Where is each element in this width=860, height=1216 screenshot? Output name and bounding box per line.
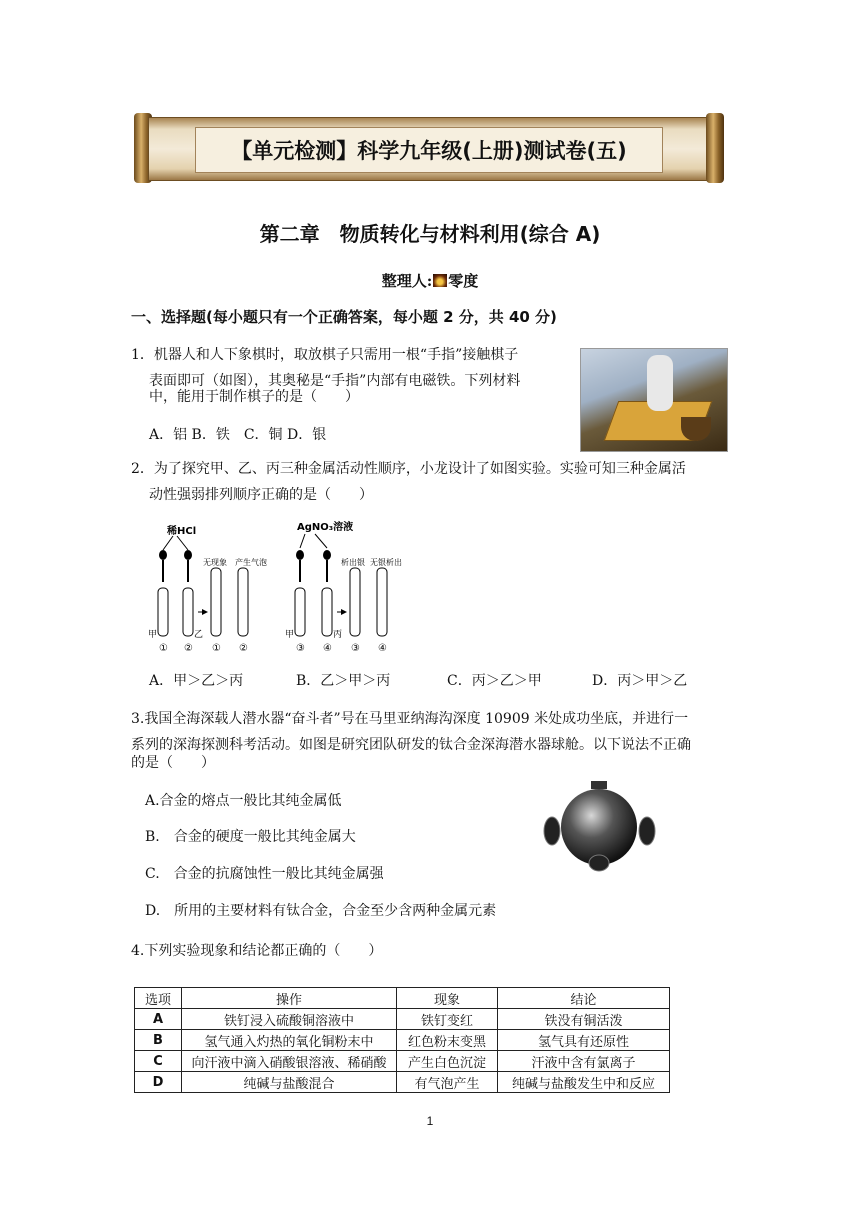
compiler-prefix: 整理人: bbox=[381, 272, 433, 290]
metal-jia-label: 甲 bbox=[285, 630, 295, 640]
metal-yi-label: 乙 bbox=[194, 630, 204, 640]
table-row bbox=[135, 1072, 670, 1093]
question-1-line-3: 中，能用于制作棋子的是（ ） bbox=[149, 389, 359, 405]
question-2-option-d: D．丙＞甲＞乙 bbox=[592, 673, 688, 689]
question-3-option-d: D. 所用的主要材料有钛合金，合金至少含两种金属元素 bbox=[145, 903, 497, 919]
tube-number: ① bbox=[212, 643, 221, 654]
label-no-reaction: 无现象 bbox=[203, 558, 227, 567]
table-cell: 氢气通入灼热的氧化铜粉末中 bbox=[182, 1030, 397, 1051]
title-banner bbox=[134, 113, 724, 183]
table-cell: B bbox=[135, 1030, 182, 1051]
experiment-table bbox=[134, 987, 670, 1093]
robot-chess-photo bbox=[580, 348, 728, 452]
test-tube-experiment-figure bbox=[145, 520, 415, 656]
dropper-icon bbox=[159, 550, 167, 582]
banner-title: 【单元检测】科学九年级(上册)测试卷(五) bbox=[231, 139, 627, 163]
question-3-line-1: 3.我国全海深载人潜水器“奋斗者”号在马里亚纳海沟深度 10909 米处成功坐底，并进行一 bbox=[131, 711, 689, 727]
tube-number: ② bbox=[184, 643, 193, 654]
table-header-row bbox=[135, 988, 670, 1009]
question-1-line-2: 表面即可（如图），其奥秘是“手指”内部有电磁铁。下列材料 bbox=[149, 373, 521, 389]
sun-icon bbox=[433, 274, 447, 287]
table-cell: 纯碱与盐酸发生中和反应 bbox=[498, 1072, 670, 1093]
pointer-line bbox=[163, 536, 173, 550]
table-header-cell: 结论 bbox=[498, 988, 670, 1009]
tube-number: ② bbox=[239, 643, 248, 654]
question-3-line-3: 的是（ ） bbox=[131, 755, 215, 771]
table-row bbox=[135, 1030, 670, 1051]
question-1-line-1: 1．机器人和人下象棋时，取放棋子只需用一根“手指”接触棋子 bbox=[131, 347, 519, 363]
compiler-line bbox=[0, 270, 860, 291]
test-tube-2 bbox=[183, 588, 193, 636]
tube-number: ③ bbox=[351, 643, 360, 654]
label-no-silver: 无银析出 bbox=[370, 558, 402, 567]
tube-number: ③ bbox=[296, 643, 305, 654]
section-heading: 一、选择题(每小题只有一个正确答案，每小题 2 分，共 40 分) bbox=[131, 308, 557, 326]
test-tube-1-result bbox=[211, 568, 221, 636]
table-cell: 纯碱与盐酸混合 bbox=[182, 1072, 397, 1093]
question-3-line-2: 系列的深海探测科考活动。如图是研究团队研发的钛合金深海潜水器球舱。以下说法不正确 bbox=[131, 737, 691, 753]
metal-bing-label: 丙 bbox=[333, 630, 343, 640]
question-3-option-b: B. 合金的硬度一般比其纯金属大 bbox=[145, 829, 356, 845]
dropper-icon bbox=[296, 550, 304, 582]
page-number: 1 bbox=[426, 1114, 434, 1128]
table-cell: C bbox=[135, 1051, 182, 1072]
metal-jia-label: 甲 bbox=[148, 630, 158, 640]
table-cell: 铁没有铜活泼 bbox=[498, 1009, 670, 1030]
question-2-option-c: C．丙＞乙＞甲 bbox=[447, 673, 542, 689]
reagent-agno3-label: AgNO₃溶液 bbox=[297, 522, 354, 533]
tube-number: ① bbox=[159, 643, 168, 654]
question-2-option-b: B．乙＞甲＞丙 bbox=[296, 673, 391, 689]
test-tube-2-result bbox=[238, 568, 248, 636]
pointer-line bbox=[315, 534, 327, 548]
table-cell: A bbox=[135, 1009, 182, 1030]
table-cell: 铁钉浸入硫酸铜溶液中 bbox=[182, 1009, 397, 1030]
submersible-sphere-image bbox=[542, 773, 656, 873]
dropper-icon bbox=[184, 550, 192, 582]
table-cell: 汗液中含有氯离子 bbox=[498, 1051, 670, 1072]
question-2-option-a: A．甲＞乙＞丙 bbox=[149, 673, 244, 689]
pointer-line bbox=[177, 536, 188, 550]
table-header-cell: 选项 bbox=[135, 988, 182, 1009]
table-cell: D bbox=[135, 1072, 182, 1093]
compiler-name: 零度 bbox=[448, 272, 479, 290]
question-2-line-2: 动性强弱排列顺序正确的是（ ） bbox=[149, 487, 373, 503]
table-cell: 红色粉末变黑 bbox=[397, 1030, 498, 1051]
table-cell: 向汗液中滴入硝酸银溶液、稀硝酸 bbox=[182, 1051, 397, 1072]
table-cell: 有气泡产生 bbox=[397, 1072, 498, 1093]
table-header-cell: 现象 bbox=[397, 988, 498, 1009]
question-4-line-1: 4.下列实验现象和结论都正确的（ ） bbox=[131, 943, 383, 959]
test-tube-3 bbox=[295, 588, 305, 636]
question-1-options: A．铝 B．铁 C．铜 D．银 bbox=[149, 427, 327, 443]
label-bubbles: 产生气泡 bbox=[235, 558, 267, 567]
table-cell: 氢气具有还原性 bbox=[498, 1030, 670, 1051]
table-row bbox=[135, 1009, 670, 1030]
test-tube-4-result bbox=[377, 568, 387, 636]
reagent-hcl-label: 稀HCl bbox=[167, 526, 197, 537]
pointer-line bbox=[300, 534, 305, 548]
table-row bbox=[135, 1051, 670, 1072]
question-3-option-a: A.合金的熔点一般比其纯金属低 bbox=[145, 793, 342, 809]
table-cell: 产生白色沉淀 bbox=[397, 1051, 498, 1072]
tube-number: ④ bbox=[378, 643, 387, 654]
piece-bowl bbox=[681, 417, 711, 441]
question-3-option-c: C. 合金的抗腐蚀性一般比其纯金属强 bbox=[145, 866, 384, 882]
test-tube-4 bbox=[322, 588, 332, 636]
label-silver: 析出银 bbox=[341, 558, 365, 567]
dropper-icon bbox=[323, 550, 331, 582]
chapter-title: 第二章 物质转化与材料利用(综合 A) bbox=[259, 222, 601, 246]
robot-arm bbox=[647, 355, 673, 411]
table-cell: 铁钉变红 bbox=[397, 1009, 498, 1030]
table-header-cell: 操作 bbox=[182, 988, 397, 1009]
question-2-line-1: 2．为了探究甲、乙、丙三种金属活动性顺序，小龙设计了如图实验。实验可知三种金属活 bbox=[131, 461, 686, 477]
test-tube-1 bbox=[158, 588, 168, 636]
tube-number: ④ bbox=[323, 643, 332, 654]
test-tube-3-result bbox=[350, 568, 360, 636]
